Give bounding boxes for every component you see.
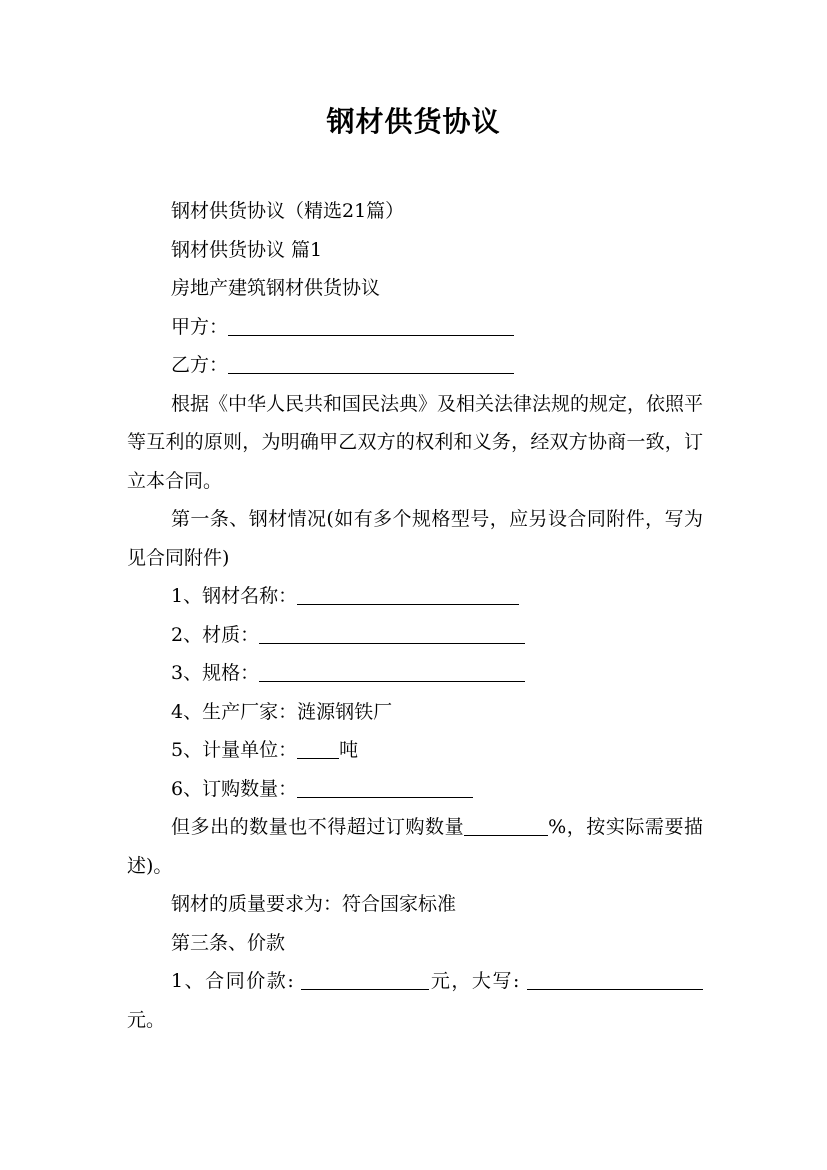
- intro-paragraph: 根据《中华人民共和国民法典》及相关法律法规的规定，依照平等互利的原则，为明确甲乙双方的权利和义务，经双方协商一致，订立本合同。: [127, 392, 704, 492]
- section-heading: 钢材供货协议 篇1: [171, 238, 323, 261]
- party-b-line: [127, 346, 703, 385]
- item-3-label: 3、规格：: [171, 662, 260, 684]
- item-3-line: [127, 654, 703, 693]
- item-6-blank: [297, 775, 473, 798]
- party-a-label: 甲方：: [171, 315, 229, 338]
- party-a-line: [127, 308, 703, 347]
- party-a-blank: [228, 313, 514, 336]
- quantity-prefix: 但多出的数量也不得超过订购数量: [171, 816, 465, 838]
- item-1-label: 1、钢材名称：: [171, 585, 298, 607]
- item-4-line: 4、生产厂家：涟源钢铁厂: [171, 700, 393, 723]
- party-b-blank: [228, 351, 514, 374]
- quantity-paragraph: [127, 808, 703, 885]
- quantity-suffix: %，按实际需要描述)。: [127, 816, 703, 877]
- item-2-blank: [259, 621, 525, 644]
- document-title: 钢材供货协议: [326, 105, 501, 138]
- quantity-percent-blank: [464, 813, 548, 836]
- price-middle: 元，大写:: [429, 970, 527, 992]
- item-5-label: 5、计量单位：: [171, 739, 298, 761]
- article-3-heading: 第三条、价款: [171, 931, 286, 954]
- price-prefix: 1、合同价款:: [171, 970, 302, 992]
- party-b-label: 乙方：: [171, 354, 229, 376]
- quality-line: 钢材的质量要求为：符合国家标准: [171, 893, 457, 915]
- price-capital-blank: [527, 967, 703, 990]
- agreement-name: 房地产建筑钢材供货协议: [171, 277, 381, 299]
- price-suffix: 元。: [127, 1008, 166, 1031]
- item-5-line: [127, 731, 703, 770]
- item-2-label: 2、材质：: [171, 623, 260, 646]
- document-body: [127, 192, 703, 1039]
- item-6-label: 6、订购数量：: [171, 777, 298, 800]
- item-2-line: [127, 616, 703, 655]
- price-amount-blank: [301, 967, 429, 990]
- item-1-blank: [297, 582, 519, 605]
- item-5-blank: [297, 736, 339, 759]
- price-paragraph: [127, 962, 703, 1039]
- item-6-line: [127, 770, 703, 809]
- item-1-line: [127, 577, 703, 616]
- subtitle-line: 钢材供货协议（精选21篇）: [171, 200, 405, 222]
- article-1-paragraph: 第一条、钢材情况(如有多个规格型号，应另设合同附件，写为见合同附件): [127, 508, 703, 569]
- item-5-unit: 吨: [339, 739, 359, 761]
- item-3-blank: [259, 659, 525, 682]
